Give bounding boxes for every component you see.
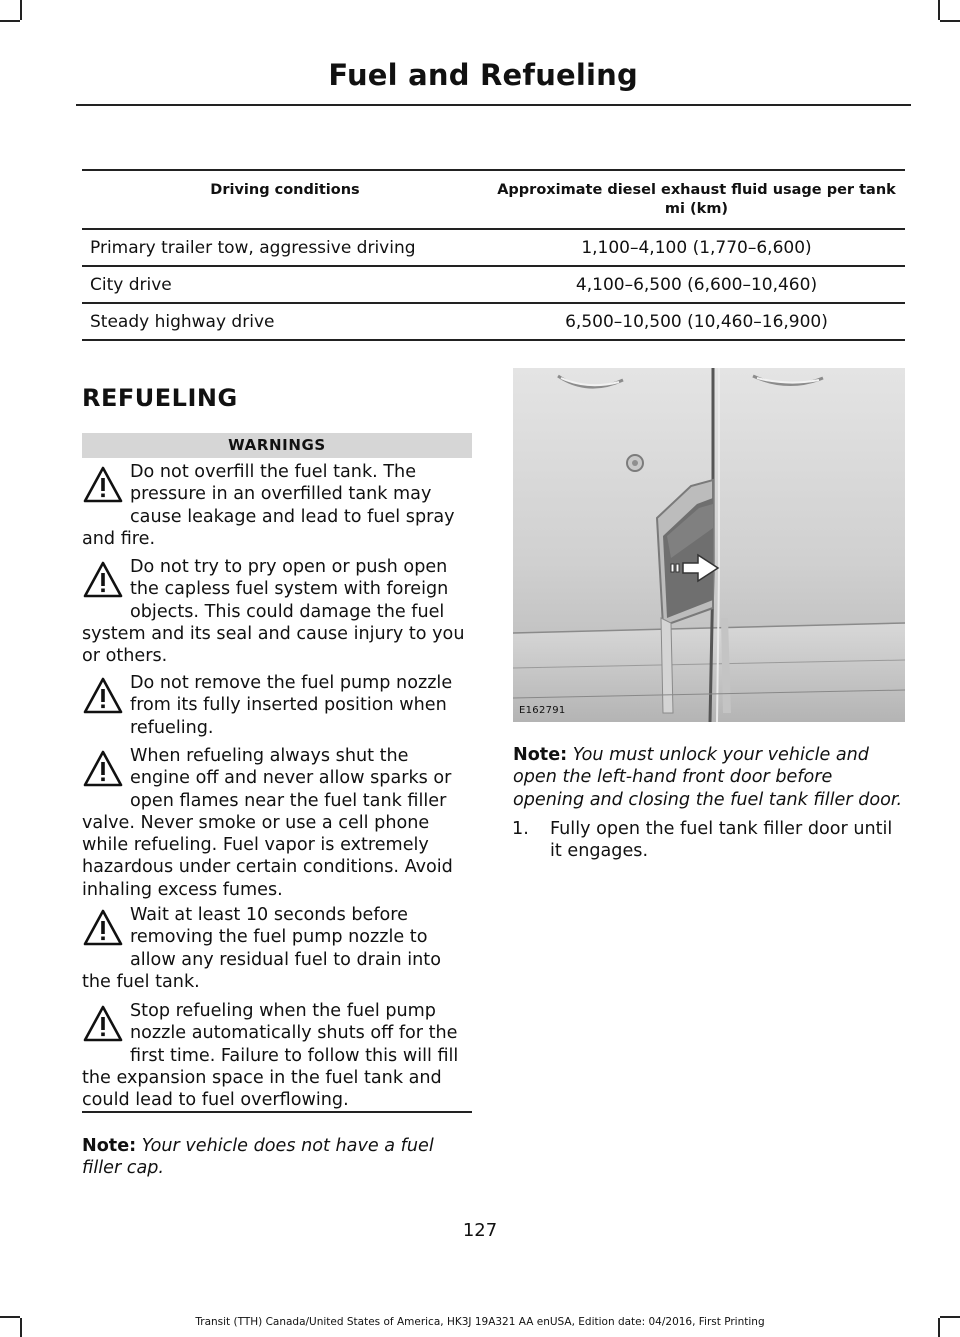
footer-text: Transit (TTH) Canada/United States of America, HK3J 19A321 AA enUSA, Edition date: 04/2016, First Printing: [195, 1316, 765, 1328]
column-header: Approximate diesel exhaust fluid usage per tank mi (km): [488, 170, 905, 229]
column-header: Driving conditions: [82, 170, 488, 229]
table-cell: City drive: [82, 266, 488, 303]
note-label: Note:: [82, 1136, 137, 1156]
note-no-filler-cap: [82, 1135, 476, 1180]
table-cell: Steady highway drive: [82, 303, 488, 340]
warning-text: Do not overfill the fuel tank. The pressure in an overfilled tank may cause leakage and lead to fuel spray and fire.: [82, 462, 455, 549]
warning-text: Do not remove the fuel pump nozzle from its fully inserted position when refueling.: [130, 673, 453, 738]
figure-id: E162791: [519, 705, 566, 716]
page-number: 127: [462, 1220, 498, 1241]
crop-mark: [20, 0, 22, 20]
note-label: Note:: [513, 745, 568, 765]
warning-item: [82, 1000, 474, 1111]
warning-item: [82, 556, 474, 667]
note-text: Your vehicle does not have a fuel filler cap.: [82, 1136, 434, 1179]
fuel-filler-door-illustration: [513, 368, 905, 722]
section-title: REFUELING: [82, 384, 238, 412]
van-side-photo: [513, 368, 905, 722]
header-rule: [76, 104, 911, 106]
warning-triangle-icon: [82, 749, 128, 793]
warning-item: [82, 745, 474, 901]
table-row: [82, 266, 905, 303]
table-cell: Primary trailer tow, aggressive driving: [82, 229, 488, 266]
page-title: Fuel and Refueling: [328, 58, 638, 92]
warning-item: [82, 904, 474, 993]
warning-text: Do not try to pry open or push open the capless fuel system with foreign objects. This could damage the fuel system and its seal and cause injury to you or others.: [82, 557, 465, 667]
warning-triangle-icon: [82, 465, 128, 509]
table-cell: 4,100–6,500 (6,600–10,460): [488, 266, 905, 303]
step-text: Fully open the fuel tank filler door until it engages.: [550, 819, 893, 862]
warning-triangle-icon: [82, 1004, 128, 1048]
warning-item: [82, 672, 474, 739]
warning-text: Wait at least 10 seconds before removing the fuel pump nozzle to allow any residual fuel to drain into the fuel tank.: [82, 905, 441, 992]
note-text: You must unlock your vehicle and open the left-hand front door before opening and closing the fuel tank filler door.: [513, 745, 903, 810]
step-item: [512, 818, 908, 863]
warnings-heading: WARNINGS: [82, 433, 472, 458]
table-row: [82, 229, 905, 266]
crop-mark: [940, 20, 960, 22]
table-cell: 6,500–10,500 (10,460–16,900): [488, 303, 905, 340]
warning-text: Stop refueling when the fuel pump nozzle automatically shuts off for the first time. Failure to follow this will fill the expansion space in the fuel tank and could lead to fuel overflowing.: [82, 1001, 459, 1111]
table-row: [82, 303, 905, 340]
note-unlock-vehicle: [513, 744, 909, 811]
crop-mark: [0, 20, 20, 22]
step-number: 1.: [512, 819, 529, 839]
warning-triangle-icon: [82, 676, 128, 720]
warning-triangle-icon: [82, 908, 128, 952]
warnings-end-rule: [82, 1111, 472, 1113]
def-usage-table: [82, 169, 905, 341]
table-header-row: [82, 170, 905, 229]
warning-triangle-icon: [82, 560, 128, 604]
warning-item: [82, 461, 474, 550]
table-cell: 1,100–4,100 (1,770–6,600): [488, 229, 905, 266]
crop-mark: [938, 0, 940, 20]
warning-text: When refueling always shut the engine off and never allow sparks or open flames near the fuel tank filler valve. Never smoke or use a cell phone while refueling. Fuel vapor is extremely hazardous under certain conditions. Avoid inhaling excess fumes.: [82, 746, 453, 900]
